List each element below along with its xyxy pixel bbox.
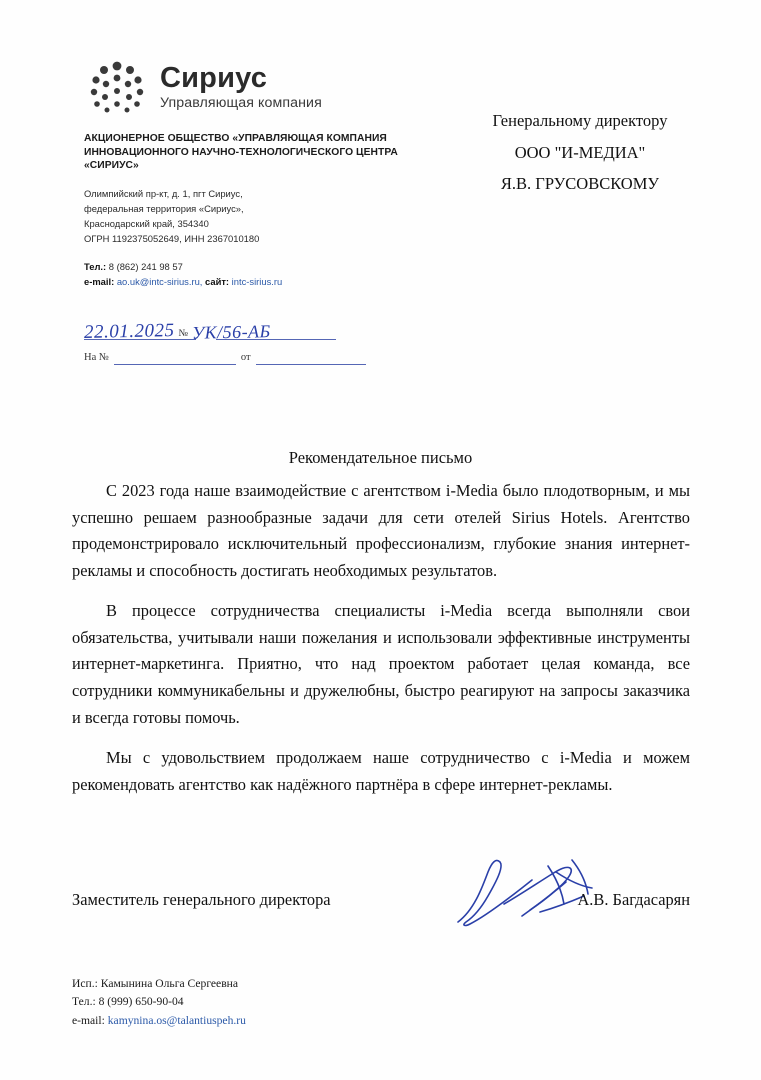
handwritten-date: 22.01.2025 — [83, 320, 175, 343]
addressee-block — [430, 105, 730, 200]
organization-address — [84, 186, 414, 247]
phone-value: 8 (862) 241 98 57 — [108, 260, 183, 272]
addressee-position: Генеральному директору — [492, 111, 668, 130]
phone-line — [84, 259, 414, 274]
address-line-2: федеральная территория «Сириус», — [84, 202, 244, 214]
from-label: от — [240, 352, 251, 363]
phone-label: Тел.: — [84, 260, 107, 272]
footer-executor: Исп.: Камынина Ольга Сергеевна — [72, 977, 239, 990]
signer-position: Заместитель генерального директора — [72, 890, 331, 909]
paragraph-3: Мы с удовольствием продолжаем наше сотрудничество с i-Media и можем рекомендовать агентство как надёжного партнёра в сфере интернет-рекламы. — [72, 748, 690, 794]
footer-email-label: e-mail: — [72, 1013, 105, 1027]
email-label: e-mail: — [84, 275, 115, 287]
handwritten-number: УК/56-АБ — [191, 321, 271, 343]
email-value[interactable]: ao.uk@intc-sirius.ru, — [116, 275, 203, 287]
address-line-1: Олимпийский пр-кт, д. 1, пгт Сириус, — [84, 187, 243, 199]
document-title: Рекомендательное письмо — [288, 448, 473, 467]
address-line-3: Краснодарский край, 354340 — [84, 218, 209, 230]
reply-date-underline — [256, 363, 366, 365]
site-label: сайт: — [205, 275, 230, 287]
signer-name: А.В. Багдасарян — [577, 890, 690, 909]
paragraph-2: В процессе сотрудничества специалисты i-Media всегда выполняли свои обязательства, учитывали наши пожелания и использовали эффективные инструменты интернет-маркетинга. Приятно, что над проектом работает целая команда, все сотрудники коммуникабельны и дружелюбны, быстро реагируют на запросы заказчика и всегда готовы помочь. — [72, 601, 690, 727]
site-value[interactable]: intc-sirius.ru — [231, 275, 283, 287]
addressee-company: ООО "И-МЕДИА" — [514, 142, 646, 162]
logo-subtitle: Управляющая компания — [160, 95, 322, 111]
letterhead — [84, 58, 414, 289]
organization-full-name: АКЦИОНЕРНОЕ ОБЩЕСТВО «УПРАВЛЯЮЩАЯ КОМПАНИЯ ИННОВАЦИОННОГО НАУЧНО-ТЕХНОЛОГИЧЕСКОГО ЦЕНТРА «СИРИУС» — [84, 133, 398, 172]
signature-row — [72, 890, 690, 910]
reply-number-underline — [114, 363, 236, 365]
email-line — [84, 274, 414, 289]
footer-email-value[interactable]: kamynina.os@talantiuspeh.ru — [107, 1013, 246, 1027]
address-registration-codes: ОГРН 1192375052649, ИНН 2367010180 — [84, 233, 260, 245]
organization-contacts — [84, 259, 414, 289]
sirius-dots-logo-icon — [84, 60, 150, 116]
logo-name: Сириус — [160, 62, 268, 94]
reply-reference-row — [84, 352, 384, 365]
company-logo — [84, 58, 414, 116]
document-body — [72, 478, 690, 798]
addressee-name: Я.В. ГРУСОВСКОМУ — [500, 174, 660, 194]
reply-to-label: На № — [84, 352, 109, 363]
footer-email-line — [72, 1012, 246, 1030]
number-symbol: № — [178, 328, 189, 339]
document-footer — [72, 975, 246, 1030]
logo-wordmark — [160, 58, 322, 110]
paragraph-1: С 2023 года наше взаимодействие с агентством i-Media было плодотворным, и мы успешно решаем разнообразные задачи для сети отелей Sirius Hotels. Агентство продемонстрировало исключительный профессионализм, глубокие знания интернет-рекламы и способность достигать необходимых результатов. — [72, 481, 690, 580]
reference-block — [84, 322, 384, 365]
footer-phone: Тел.: 8 (999) 650-90-04 — [72, 995, 184, 1009]
